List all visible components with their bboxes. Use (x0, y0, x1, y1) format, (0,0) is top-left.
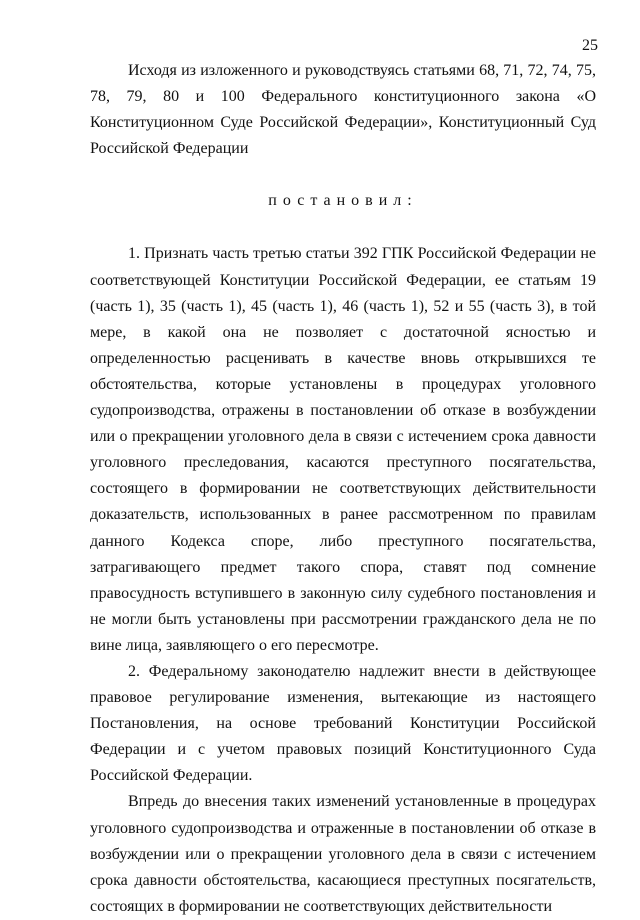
ruling-paragraph-1: 1. Признать часть третью статьи 392 ГПК Российской Федерации не соответствующей Конституции Российской Федерации, ее статьям 19 (часть 1), 35 (часть 1), 45 (часть 1), 46 (часть 1), 52 и 55 (часть 3), в той мере, в какой она не позволяет с достаточной ясностью и определенностью расценивать в качестве вновь открывшихся те обстоятельства, которые установлены в процедурах уголовного судопроизводства, отражены в постановлении об отказе в возбуждении или о прекращении уголовного дела в связи с истечением срока давности уголовного преследования, касаются преступного посягательства, состоящего в формировании не соответствующих действительности доказательств, использованных в ранее рассмотренном по правилам данного Кодекса споре, либо преступного посягательства, затрагивающего предмет такого спора, ставят под сомнение правосудность вступившего в законную силу судебного постановления и не могли быть установлены при рассмотрении гражданского дела не по вине лица, заявляющего о его пересмотре. (90, 245, 596, 654)
ruling-paragraph-2: 2. Федеральному законодателю надлежит внести в действующее правовое регулирование изменения, вытекающие из настоящего Постановления, на основе требований Конституции Российской Федерации и с учетом правовых позиций Конституционного Суда Российской Федерации. (90, 662, 596, 785)
page-number: 25 (582, 37, 598, 54)
ruling-paragraph-3: Впредь до внесения таких изменений установленные в процедурах уголовного судопроизводства и отраженные в постановлении об отказе в возбуждении или о прекращении уголовного дела в связи с истечением срока давности обстоятельства, касающиеся преступных посягательств, состоящих в формировании не соответствующих действительности (90, 793, 596, 915)
preamble-paragraph: Исходя из изложенного и руководствуясь статьями 68, 71, 72, 74, 75, 78, 79, 80 и 100 Федерального конституционного закона «О Конституционном Суде Российской Федерации», Конституционный Суд Российской Федерации (90, 62, 596, 158)
document-body (90, 58, 596, 920)
decree-heading: постановил: (268, 192, 418, 210)
